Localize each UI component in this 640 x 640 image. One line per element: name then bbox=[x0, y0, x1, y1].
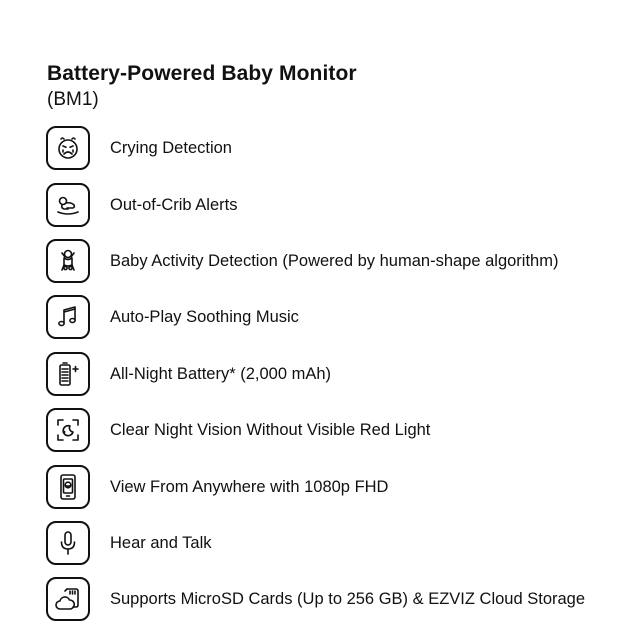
feature-label: Clear Night Vision Without Visible Red Light bbox=[110, 421, 431, 440]
page-header bbox=[47, 60, 357, 112]
feature-item-view-anywhere bbox=[46, 458, 585, 514]
phone-view-icon bbox=[46, 465, 90, 509]
feature-item-hear-and-talk bbox=[46, 515, 585, 571]
feature-item-out-of-crib bbox=[46, 176, 585, 232]
feature-item-soothing-music bbox=[46, 289, 585, 345]
battery-icon bbox=[46, 352, 90, 396]
feature-item-battery bbox=[46, 346, 585, 402]
baby-activity-icon bbox=[46, 239, 90, 283]
feature-label: Supports MicroSD Cards (Up to 256 GB) & EZVIZ Cloud Storage bbox=[110, 590, 586, 609]
model-subtitle: (BM1) bbox=[47, 89, 99, 110]
feature-item-crying-detection bbox=[46, 120, 585, 176]
baby-out-of-crib-icon bbox=[46, 183, 90, 227]
feature-list bbox=[46, 120, 585, 628]
music-note-icon bbox=[46, 295, 90, 339]
feature-label: Baby Activity Detection (Powered by human-shape algorithm) bbox=[110, 251, 559, 270]
feature-label: Out-of-Crib Alerts bbox=[110, 195, 238, 214]
feature-item-night-vision bbox=[46, 402, 585, 458]
night-vision-icon bbox=[46, 408, 90, 452]
feature-label: Hear and Talk bbox=[110, 533, 212, 552]
sd-card-cloud-icon bbox=[46, 577, 90, 621]
feature-label: Crying Detection bbox=[110, 139, 232, 158]
feature-label: All-Night Battery* (2,000 mAh) bbox=[110, 364, 332, 383]
feature-item-storage bbox=[46, 571, 585, 627]
crying-face-icon bbox=[46, 126, 90, 170]
feature-label: Auto-Play Soothing Music bbox=[110, 308, 299, 327]
feature-label: View From Anywhere with 1080p FHD bbox=[110, 477, 389, 496]
feature-item-activity-detection bbox=[46, 233, 585, 289]
microphone-icon bbox=[46, 521, 90, 565]
page-title: Battery-Powered Baby Monitor bbox=[47, 62, 357, 85]
